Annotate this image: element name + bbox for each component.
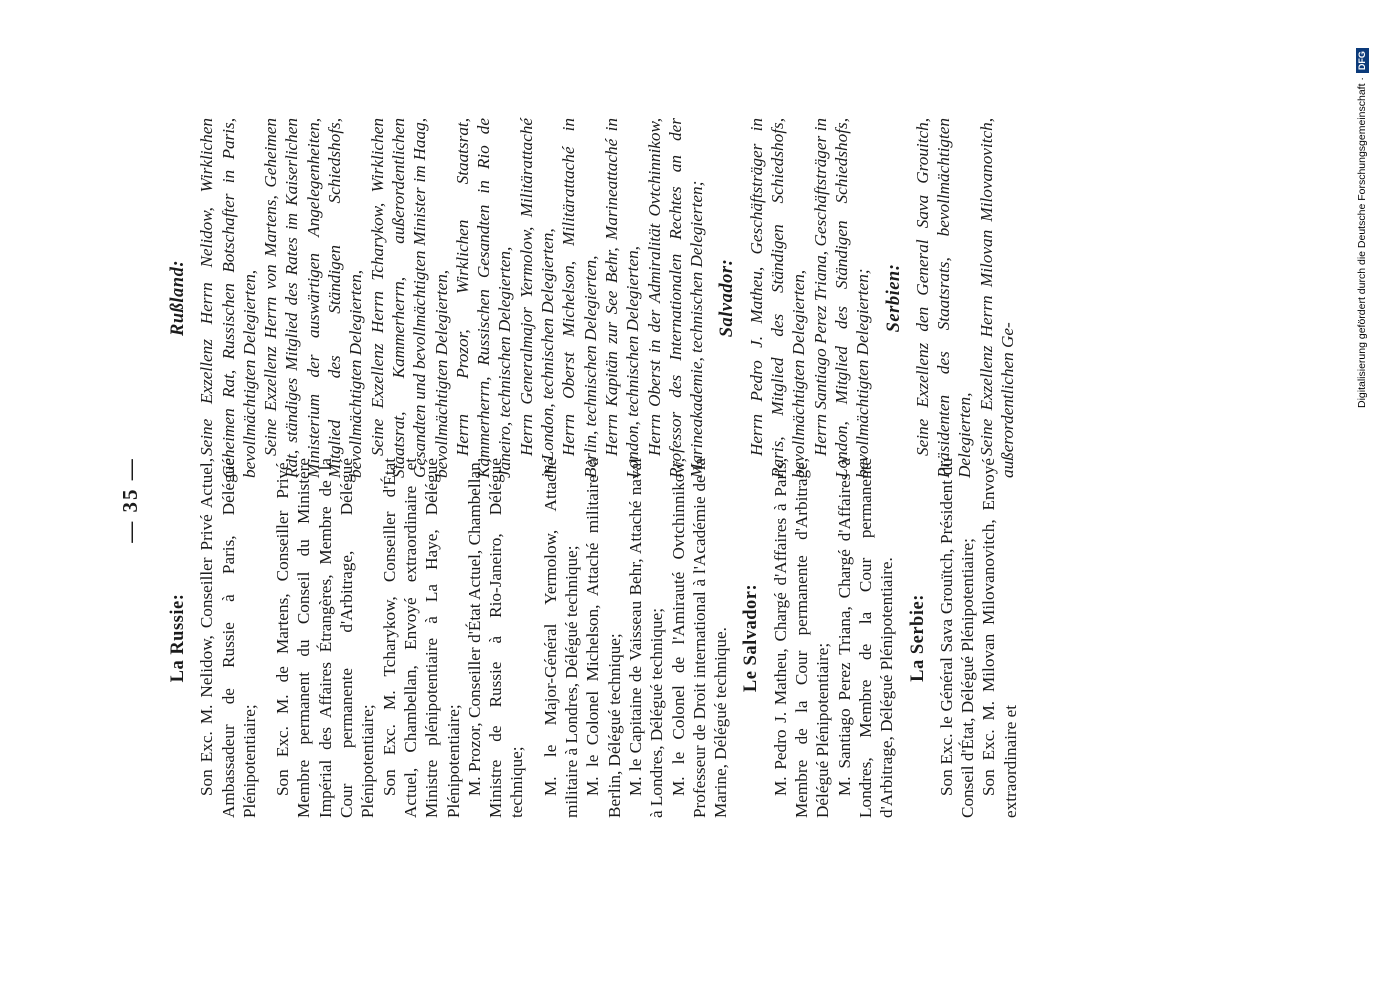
section-russie [168,458,731,818]
page-number: — 35 — [118,457,142,543]
paragraph: Herrn Prozor, Wirklichen Staatsrat, Kammerherrn, Russischen Gesandten in Rio de Janeiro, technischen Delegierten, [452,118,515,478]
section-heading: Salvador: [717,258,738,338]
paragraph: Herrn Kapitän zur See Behr, Marineattaché in London, technischen Delegierten, [601,118,643,478]
section-salvador [741,458,897,818]
section-russland [168,118,707,478]
paragraph: M. le Colonel de l'Amirauté Ovtchinnikow, Professeur de Droit international à l'Académie de la Marine, Délégué technique. [668,458,731,818]
paragraph: Son Exc. le Général Sava Grouïtch, Président du Conseil d'État, Délégué Plénipotentiaire; [936,458,978,818]
french-column [162,458,1031,818]
section-heading: Le Salvador: [741,583,762,693]
paragraph: Herrn Oberst Michelson, Militärattaché in Berlin, technischen Delegierten, [559,118,600,478]
paragraph: M. le Capitaine de Vaisseau Behr, Attaché naval à Londres, Délégué technique; [625,458,667,818]
paragraph: Herrn Pedro J. Matheu, Geschäftsträger in Paris, Mitglied des Ständigen Schiedshofs, bevollmächtigten Delegierten, [746,118,809,478]
paragraph: M. le Colonel Michelson, Attaché militaire à Berlin, Délégué technique; [583,458,624,818]
paragraph: M. le Major-Général Yermolow, Attaché militaire à Londres, Délégué technique; [540,458,582,818]
paragraph: Seine Exzellenz Herrn Nelidow, Wirklichen Geheimen Rat, Russischen Botschafter in Paris, bevollmächtigten Delegierten, [197,118,259,478]
paragraph: Seine Exzellenz Herrn Tcharykow, Wirklichen Staatsrat, Kammerherrn, außerordentlichen Gesandten und bevollmächtigten Minister im Haag, bevollmächtigten Delegierten, [367,118,451,478]
section-serbien [884,118,1019,478]
section-heading: La Russie: [168,593,188,683]
section-heading: Rußland: [168,260,188,336]
paragraph: M. Santiago Perez Triana, Chargé d'Affaires à Londres, Membre de la Cour permanente d'Arbitrage, Délégué Plénipotentiaire. [834,458,897,818]
stamp-text: Digitalisierung gefördert durch die Deutsche Forschungsgemeinschaft · [1356,77,1368,408]
paragraph: Son Exc. M. Tcharykow, Conseiller d'État Actuel, Chambellan, Envoyé extraordinaire et Ministre plénipotentiaire à La Haye, Délégué Plénipotentiaire; [379,458,463,818]
paragraph: Son Exc. M. Nelidow, Conseiller Privé Actuel, Ambassadeur de Russie à Paris, Délégué Plénipotentiaire; [197,458,259,818]
section-salvador-de [717,118,873,478]
paragraph: Seine Exzellenz den General Sava Grouitch, Präsidenten des Staatsrats, bevollmächtigten Delegierten, [912,118,975,478]
section-serbie [908,458,1021,818]
paragraph: Seine Exzellenz Herrn Milovan Milovanovitch, außerordentlichen Ge- [976,118,1017,478]
paragraph: M. Prozor, Conseiller d'État Actuel, Chambellan, Ministre de Russie à Rio-Janeiro, Délégué technique; [464,458,527,818]
dfg-logo: DFG [1356,48,1369,73]
section-heading: La Serbie: [907,594,928,682]
digitization-stamp [1353,8,1371,408]
paragraph: Herrn Oberst in der Admiralität Ovtchinnikow, Professor des Internationalen Rechtes an der Marineakademie, technischen Delegierten; [644,118,707,478]
paragraph: Herrn Generalmajor Yermolow, Militärattaché in London, technischen Delegierten, [516,118,558,478]
german-column [162,118,1028,478]
paragraph: Son Exc. M. de Martens, Conseiller Privé, Membre permanent du Conseil du Ministère Impérial des Affaires Étrangères, Membre de la Cour permanente d'Arbitrage, Délégué Plénipotentiaire; [273,458,378,818]
paragraph: Herrn Santiago Perez Triana, Geschäftsträger in London, Mitglied des Ständigen Schiedshofs, bevollmächtigten Delegierten; [810,118,873,478]
paragraph: M. Pedro J. Matheu, Chargé d'Affaires à Paris, Membre de la Cour permanente d'Arbitrage, Délégué Plénipotentiaire; [770,458,833,818]
paragraph: Son Exc. M. Milovan Milovanovitch, Envoyé extraordinaire et [979,458,1020,818]
paragraph: Seine Exzellenz Herrn von Martens, Geheimen Rat, ständiges Mitglied des Rates im Kaiserlichen Ministerium der auswärtigen Angelegenheiten, Mitglied des Ständigen Schiedshofs, bevollmächtigten Delegierten, [261,118,366,478]
section-heading: Serbien: [883,263,904,333]
